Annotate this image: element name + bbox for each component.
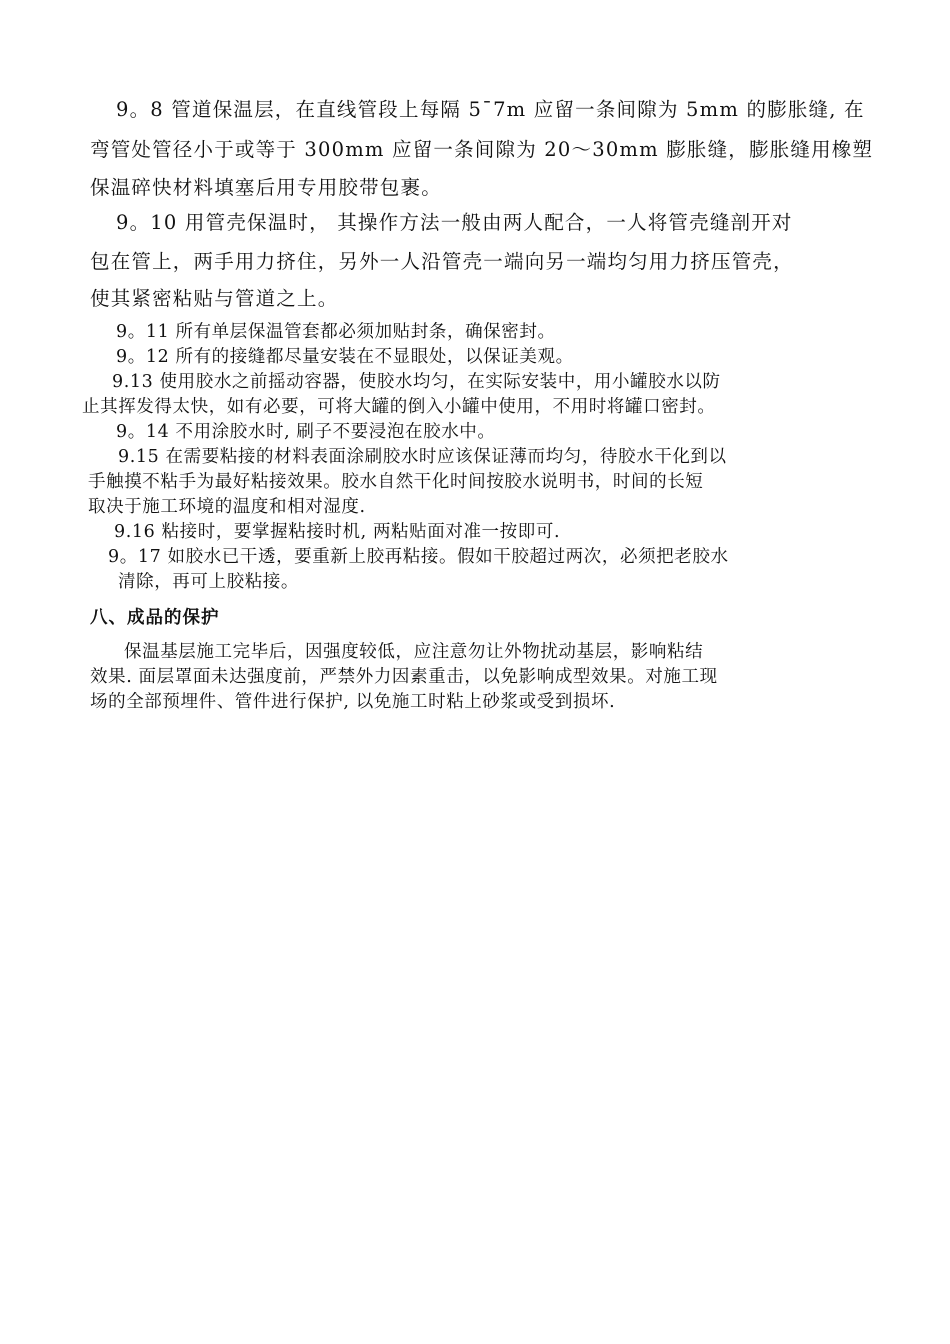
text-line: 手触摸不粘手为最好粘接效果。胶水自然干化时间按胶水说明书，时间的长短 (88, 472, 704, 492)
text-line: 效果. 面层罩面未达强度前，严禁外力因素重击，以免影响成型效果。对施工现 (90, 667, 718, 687)
text-line: 9。11 所有单层保温管套都必须加贴封条，确保密封。 (116, 322, 556, 342)
text-line: 止其挥发得太快，如有必要，可将大罐的倒入小罐中使用，不用时将罐口密封。 (82, 397, 716, 417)
text-line: 9.15 在需要粘接的材料表面涂刷胶水时应该保证薄而均匀，待胶水干化到以 (118, 447, 727, 467)
text-line: 清除，再可上胶粘接。 (118, 572, 299, 592)
text-line: 9.16 粘接时，要掌握粘接时机, 两粘贴面对准一按即可. (114, 522, 561, 542)
text-line: 9。17 如胶水已干透，要重新上胶再粘接。假如干胶超过两次，必须把老胶水 (108, 547, 729, 567)
text-line: 9。14 不用涂胶水时, 刷子不要浸泡在胶水中。 (116, 422, 496, 442)
text-line: 9。8 管道保温层，在直线管段上每隔 5¯7m 应留一条间隙为 5mm 的膨胀缝, 在 (116, 98, 865, 121)
text-line: 保温碎快材料填塞后用专用胶带包裹。 (90, 176, 442, 199)
text-line: 弯管处管径小于或等于 300mm 应留一条间隙为 20～30mm 膨胀缝，膨胀缝用橡塑 (90, 138, 874, 161)
text-line: 包在管上，两手用力挤住，另外一人沿管壳一端向另一端均匀用力挤压管壳， (90, 250, 794, 273)
text-line: 保温基层施工完毕后，因强度较低，应注意勿让外物扰动基层，影响粘结 (124, 642, 704, 662)
section-heading: 八、成品的保护 (90, 608, 220, 628)
text-line: 9。10 用管壳保温时， 其操作方法一般由两人配合，一人将管壳缝剖开对 (116, 211, 793, 234)
text-line: 使其紧密粘贴与管道之上。 (90, 287, 339, 310)
text-line: 取决于施工环境的温度和相对湿度. (88, 497, 366, 517)
text-line: 9。12 所有的接缝都尽量安装在不显眼处，以保证美观。 (116, 347, 574, 367)
text-line: 9.13 使用胶水之前摇动容器，使胶水均匀，在实际安装中，用小罐胶水以防 (112, 372, 721, 392)
text-line: 场的全部预埋件、管件进行保护, 以免施工时粘上砂浆或受到损坏. (90, 692, 616, 712)
